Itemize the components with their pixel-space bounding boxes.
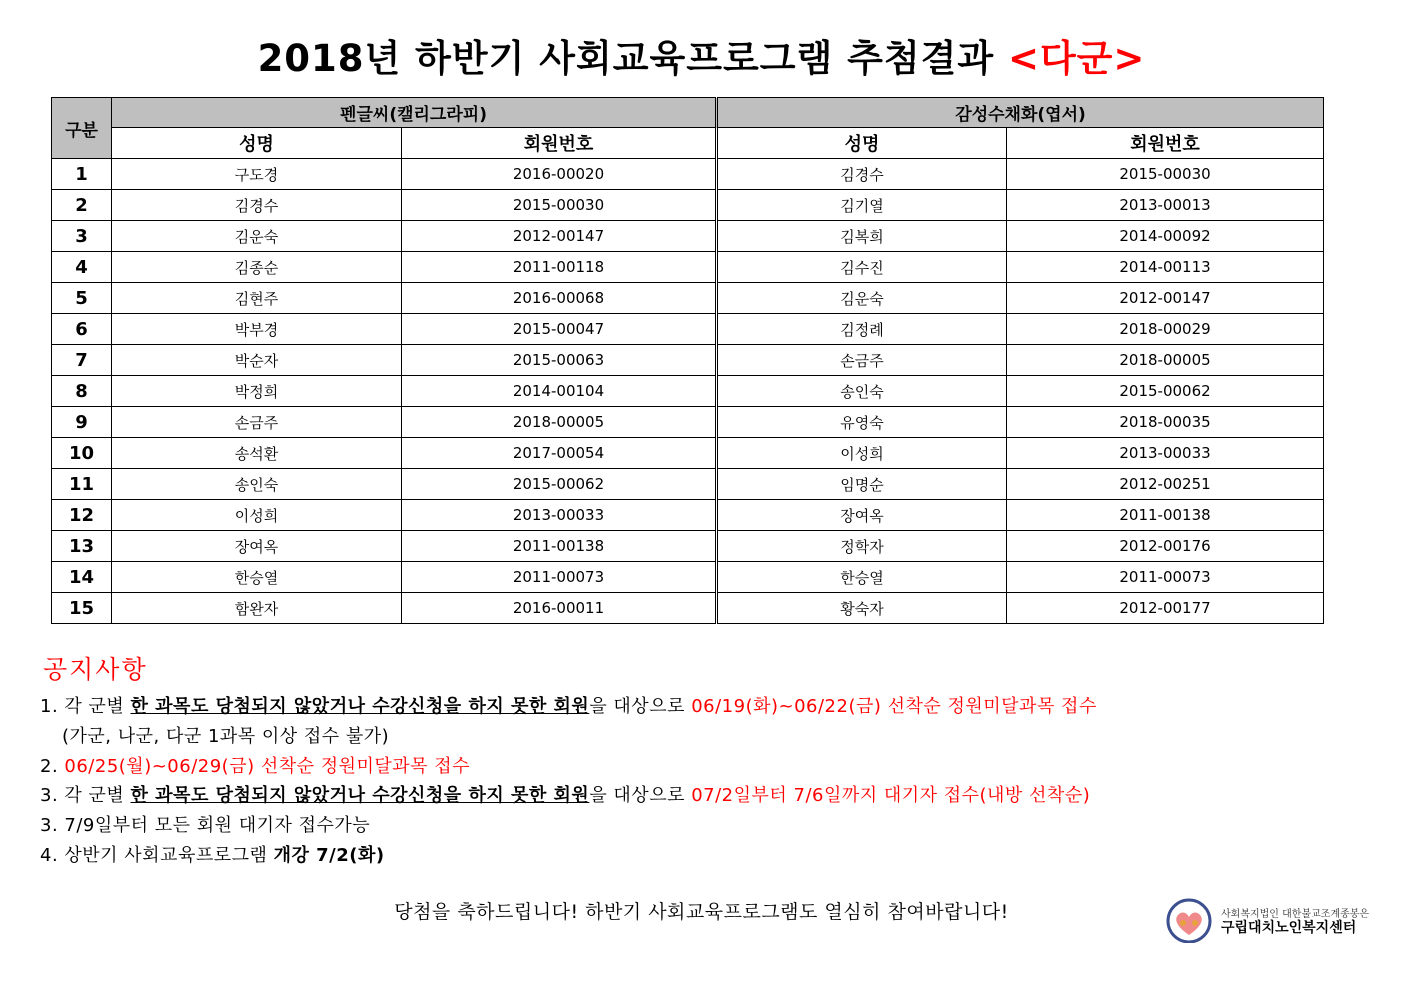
- group1-name-cell: 김운숙: [112, 221, 402, 252]
- group2-member-no-cell: 2011-00138: [1007, 500, 1324, 531]
- group1-member-no-cell: 2013-00033: [402, 500, 717, 531]
- group1-member-no-cell: 2011-00073: [402, 562, 717, 593]
- closing-message: 당첨을 축하드립니다! 하반기 사회교육프로그램도 열심히 참여바랍니다!: [394, 901, 1009, 923]
- notice-line-2-dates: 06/25(월)~06/29(금) 선착순 정원미달과목 접수: [64, 756, 471, 777]
- notice-line-4: 3. 7/9일부터 모든 회원 대기자 접수가능: [40, 815, 371, 836]
- group1-name-cell: 박정희: [112, 376, 402, 407]
- group1-name-cell: 구도경: [112, 159, 402, 190]
- row-number: 13: [52, 531, 112, 562]
- table-row: [52, 190, 1324, 221]
- logo-org-small: 사회복지법인 대한불교조계종봉은: [1221, 909, 1370, 920]
- group2-member-no-cell: 2014-00113: [1007, 252, 1324, 283]
- row-number: 14: [52, 562, 112, 593]
- notice-line-3-mid: 을 대상으로: [589, 785, 692, 806]
- group2-name-cell: 황숙자: [717, 593, 1007, 624]
- logo-org-name: 구립대치노인복지센터: [1221, 920, 1357, 936]
- table-row: [52, 407, 1324, 438]
- group2-member-no-cell: 2015-00062: [1007, 376, 1324, 407]
- row-number: 8: [52, 376, 112, 407]
- group1-member-no-cell: 2011-00138: [402, 531, 717, 562]
- group1-name-cell: 박순자: [112, 345, 402, 376]
- group2-member-no-cell: 2012-00176: [1007, 531, 1324, 562]
- group1-member-no-cell: 2011-00118: [402, 252, 717, 283]
- group2-name-cell: 한승열: [717, 562, 1007, 593]
- group2-name-cell: 김복희: [717, 221, 1007, 252]
- group2-name-cell: 손금주: [717, 345, 1007, 376]
- group2-name-cell: 유영숙: [717, 407, 1007, 438]
- group1-member-no-cell: 2016-00068: [402, 283, 717, 314]
- group1-member-no-cell: 2015-00063: [402, 345, 717, 376]
- group1-name-cell: 손금주: [112, 407, 402, 438]
- table-row: [52, 500, 1324, 531]
- heart-people-logo-icon: [1163, 897, 1215, 943]
- group1-member-no-cell: 2015-00047: [402, 314, 717, 345]
- group1-name-cell: 송인숙: [112, 469, 402, 500]
- group2-member-no-cell: 2013-00033: [1007, 438, 1324, 469]
- results-table: [51, 97, 1324, 624]
- group1-name-cell: 한승열: [112, 562, 402, 593]
- table-row: [52, 283, 1324, 314]
- table-row: [52, 345, 1324, 376]
- group1-name-cell: 김현주: [112, 283, 402, 314]
- notice-line-5-prefix: 4. 상반기 사회교육프로그램: [40, 845, 274, 866]
- row-number: 5: [52, 283, 112, 314]
- group1-member-no-cell: 2016-00020: [402, 159, 717, 190]
- table-row: [52, 252, 1324, 283]
- notice-line-3-prefix: 3. 각 군별: [40, 785, 131, 806]
- results-table-body: [52, 159, 1324, 624]
- title-group: <다군>: [1007, 37, 1146, 80]
- notice-line-1-emphasis: 한 과목도 당첨되지 않았거나 수강신청을 하지 못한 회원: [130, 696, 590, 717]
- group2-name-cell: 정학자: [717, 531, 1007, 562]
- group2-member-no-header: 회원번호: [1007, 128, 1324, 159]
- notice-line-1-prefix: 1. 각 군별: [40, 696, 131, 717]
- table-row: [52, 562, 1324, 593]
- group2-name-cell: 김기열: [717, 190, 1007, 221]
- row-number: 12: [52, 500, 112, 531]
- group1-member-no-cell: 2012-00147: [402, 221, 717, 252]
- group2-name-cell: 이성희: [717, 438, 1007, 469]
- group2-name-cell: 김수진: [717, 252, 1007, 283]
- group2-name-cell: 송인숙: [717, 376, 1007, 407]
- row-number: 9: [52, 407, 112, 438]
- table-row: [52, 469, 1324, 500]
- table-row: [52, 314, 1324, 345]
- title-main: 2018년 하반기 사회교육프로그램 추첨결과: [257, 37, 1008, 80]
- notice-line-1: [40, 692, 1097, 718]
- table-row: [52, 438, 1324, 469]
- row-number: 11: [52, 469, 112, 500]
- group1-member-no-cell: 2018-00005: [402, 407, 717, 438]
- group2-member-no-cell: 2015-00030: [1007, 159, 1324, 190]
- group1-name-cell: 장여옥: [112, 531, 402, 562]
- group2-member-no-cell: 2014-00092: [1007, 221, 1324, 252]
- table-row: [52, 531, 1324, 562]
- group1-member-no-cell: 2016-00011: [402, 593, 717, 624]
- group1-name-cell: 박부경: [112, 314, 402, 345]
- row-number: 2: [52, 190, 112, 221]
- notice-line-1-mid: 을 대상으로: [589, 696, 692, 717]
- group2-member-no-cell: 2013-00013: [1007, 190, 1324, 221]
- notice-line-1-dates: 06/19(화)~06/22(금) 선착순 정원미달과목 접수: [691, 696, 1097, 717]
- group2-header: 감성수채화(엽서): [717, 98, 1324, 128]
- group2-name-header: 성명: [717, 128, 1007, 159]
- row-number: 3: [52, 221, 112, 252]
- row-number: 7: [52, 345, 112, 376]
- table-row: [52, 376, 1324, 407]
- row-number: 1: [52, 159, 112, 190]
- row-number: 15: [52, 593, 112, 624]
- notice-title: 공지사항: [43, 655, 148, 684]
- group2-name-cell: 김경수: [717, 159, 1007, 190]
- page-title: [0, 28, 1403, 82]
- group2-member-no-cell: 2018-00029: [1007, 314, 1324, 345]
- group1-name-cell: 함완자: [112, 593, 402, 624]
- notice-line-1b: (가군, 나군, 다군 1과목 이상 접수 불가): [62, 726, 390, 747]
- group2-name-cell: 장여옥: [717, 500, 1007, 531]
- group1-name-cell: 김경수: [112, 190, 402, 221]
- group2-member-no-cell: 2012-00251: [1007, 469, 1324, 500]
- table-row: [52, 159, 1324, 190]
- group1-header: 펜글씨(캘리그라피): [112, 98, 717, 128]
- group2-member-no-cell: 2012-00147: [1007, 283, 1324, 314]
- group1-member-no-cell: 2015-00030: [402, 190, 717, 221]
- notice-line-2-prefix: 2.: [40, 756, 65, 777]
- group1-member-no-header: 회원번호: [402, 128, 717, 159]
- table-row: [52, 221, 1324, 252]
- group2-name-cell: 임명순: [717, 469, 1007, 500]
- row-number: 10: [52, 438, 112, 469]
- notice-line-3-dates: 07/2일부터 7/6일까지 대기자 접수(내방 선착순): [691, 785, 1091, 806]
- row-number: 6: [52, 314, 112, 345]
- group2-name-cell: 김운숙: [717, 283, 1007, 314]
- group2-member-no-cell: 2018-00005: [1007, 345, 1324, 376]
- notice-line-5: [40, 841, 385, 867]
- notice-line-5-opening: 개강 7/2(화): [273, 845, 385, 866]
- row-number: 4: [52, 252, 112, 283]
- table-row: [52, 593, 1324, 624]
- notice-line-3-emphasis: 한 과목도 당첨되지 않았거나 수강신청을 하지 못한 회원: [130, 785, 590, 806]
- group2-member-no-cell: 2018-00035: [1007, 407, 1324, 438]
- group1-name-header: 성명: [112, 128, 402, 159]
- center-logo: [1163, 897, 1370, 943]
- notice-line-2: [40, 752, 470, 778]
- notice-line-3: [40, 781, 1090, 807]
- group2-member-no-cell: 2011-00073: [1007, 562, 1324, 593]
- gubun-header: 구분: [52, 98, 112, 159]
- group2-name-cell: 김정례: [717, 314, 1007, 345]
- group1-name-cell: 김종순: [112, 252, 402, 283]
- group1-member-no-cell: 2014-00104: [402, 376, 717, 407]
- group1-member-no-cell: 2015-00062: [402, 469, 717, 500]
- group2-member-no-cell: 2012-00177: [1007, 593, 1324, 624]
- group1-member-no-cell: 2017-00054: [402, 438, 717, 469]
- group1-name-cell: 이성희: [112, 500, 402, 531]
- group1-name-cell: 송석환: [112, 438, 402, 469]
